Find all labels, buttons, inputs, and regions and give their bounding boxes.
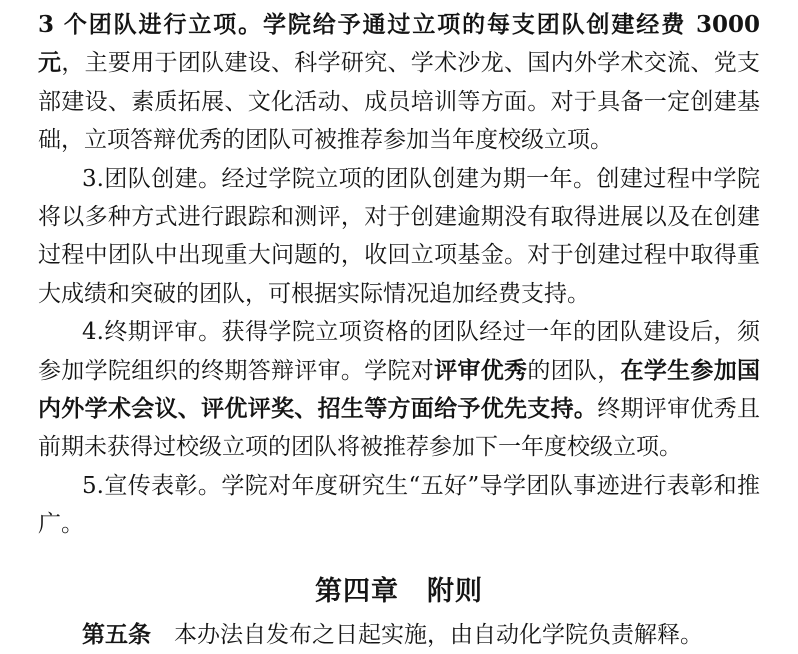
text-run: 4.终期评审。获得学院立项资格的团队经过一年的团队建设后，须参加学院组织的终期答辩评审。学院对 [38,319,760,384]
text-run: 5.宣传表彰。学院对年度研究生“五好”导学团队事迹进行表彰和推广。 [38,472,760,538]
text-run: ，主要用于团队建设、科学研究、学术沙龙、国内外学术交流、党支部建设、素质拓展、文化活动、成员培训等方面。对于具备一定创建基础，立项答辩优秀的团队可被推荐参加当年度校级立项。 [38,50,761,154]
text-run: 终期评审优秀且前期未获得过校级立项的团队将被推荐参加下一年度校级立项。 [38,396,761,461]
bold-text-run: 在学生参加国内外学术会议、评优评奖、招生等方面给予优先支持。 [38,356,761,423]
bold-text-run: 评审优秀 [434,356,528,384]
bold-text-run: 第五条 [82,620,151,648]
text-run: 的团队， [527,357,621,384]
paragraph [38,6,760,160]
bold-text-run: 3 个团队进行立项。学院给予通过立项的每支团队创建经费 3000 元 [38,11,760,77]
paragraph [38,616,760,654]
paragraph [38,160,760,314]
paragraph [38,467,760,544]
paragraph [38,313,760,467]
text-run: 3.团队创建。经过学院立项的团队创建为期一年。创建过程中学院将以多种方式进行跟踪和测评，对于创建逾期没有取得进展以及在创建过程中团队中出现重大问题的，收回立项基金。对于创建过程中取得重大成绩和突破的团队，可根据实际情况追加经费支持。 [38,165,760,307]
chapter-heading: 第四章 附则 [315,575,483,607]
text-run: 本办法自发布之日起实施，由自动化学院负责解释。 [151,621,703,648]
